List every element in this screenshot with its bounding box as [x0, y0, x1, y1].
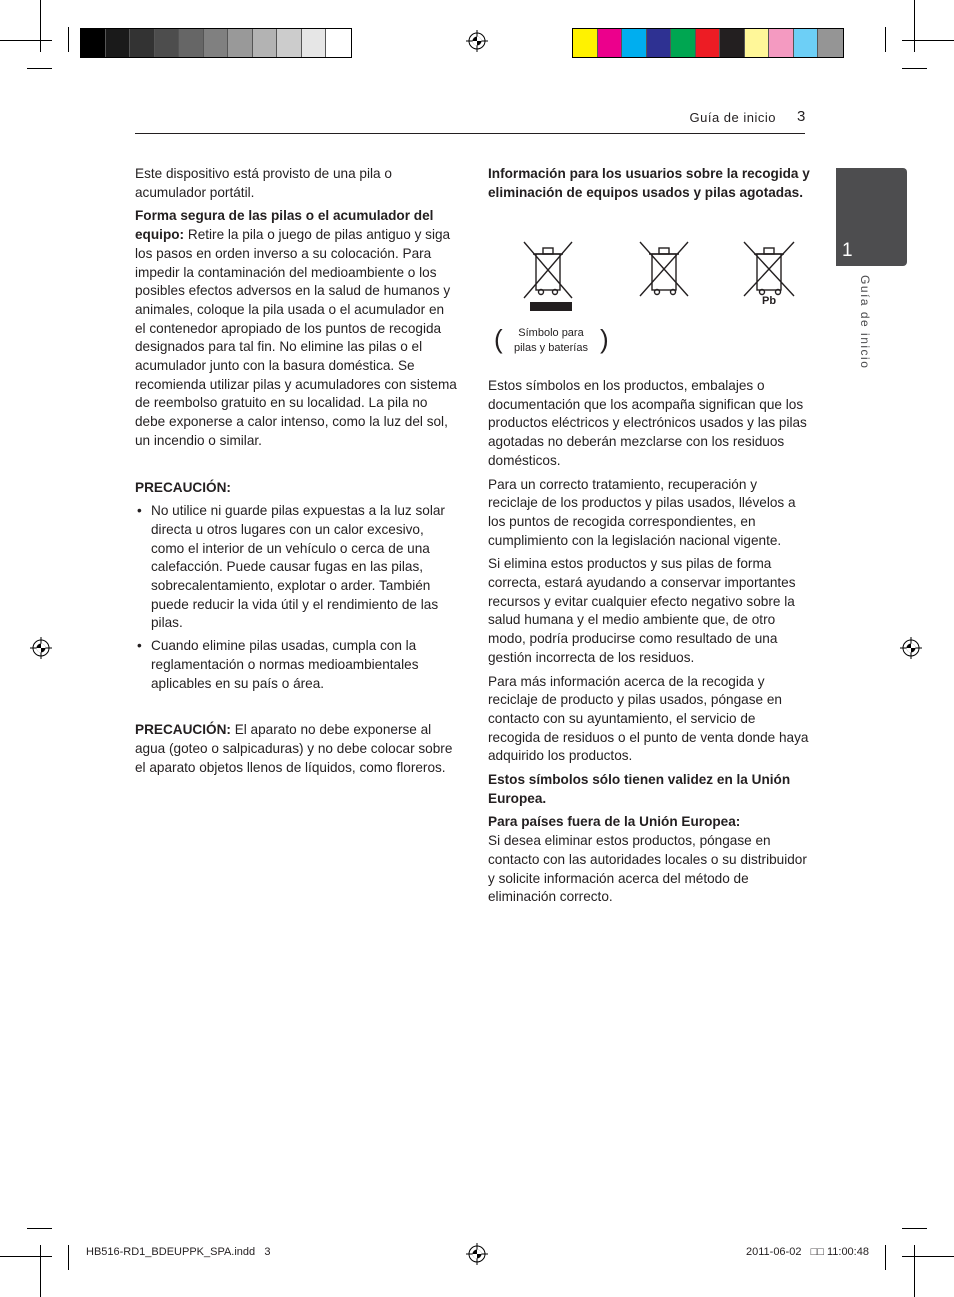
safe-removal-text: Retire la pila o juego de pilas antiguo y siga los pasos en orden inverso a su colocación. Para impedir la contaminación del medioambiente o los posibles efectos adversos en la salud de humanos y animales, coloque la pila usada o el acumulador en el contenedor apropiado de los puntos de recogida designados para tal fin. No elimine las pilas o el acumulador junto con la basura doméstica. Se recomienda utilizar pilas y acumuladores con sistema de reembolso gratuito en su localidad. La pila no debe exponerse a calor intenso, como la luz del sol, un incendio o similar.	[135, 227, 457, 448]
crop-mark	[0, 1256, 52, 1257]
page-number: 3	[797, 108, 806, 125]
color-swatch	[81, 29, 106, 57]
symbol-caption: Símbolo para pilas y baterías	[514, 327, 588, 354]
color-swatch	[277, 29, 302, 57]
crop-mark	[902, 40, 954, 41]
crop-mark	[885, 1245, 886, 1270]
crop-mark	[902, 1228, 927, 1229]
pb-label: Pb	[762, 295, 777, 307]
crop-mark	[27, 1228, 52, 1229]
section-title: Guía de inicio	[689, 110, 776, 125]
color-swatch	[326, 29, 351, 57]
registration-mark-icon	[466, 30, 488, 52]
eu-note: Estos símbolos sólo tienen validez en la Unión Europea.	[488, 772, 791, 806]
body-paragraph: Si elimina estos productos y sus pilas de forma correcta, estará ayudando a conservar importantes recursos y evitar cualquier efecto negativo sobre la salud humana y el medio ambiente que, de otro modo, podría producirse como resultado de una gestión incorrecta de los residuos.	[488, 556, 796, 665]
header-rule	[135, 133, 805, 134]
crop-mark	[40, 0, 41, 52]
color-swatch	[155, 29, 180, 57]
crop-mark	[902, 68, 927, 69]
caution2-heading: PRECAUCIÓN:	[135, 722, 231, 738]
color-swatch	[598, 29, 623, 57]
crossed-bin-bar-icon	[522, 238, 574, 314]
registration-mark-icon	[466, 1243, 488, 1265]
chapter-side-label: Guía de inicio	[858, 275, 872, 370]
crop-mark	[68, 27, 69, 52]
body-paragraph: Para un correcto tratamiento, recuperación y reciclaje de los productos y pilas usados, llévelos a los puntos de recogida correspondientes, en cumplimiento con la legislación nacional vigente.	[488, 476, 796, 548]
color-swatch	[696, 29, 721, 57]
list-item	[135, 637, 457, 693]
color-swatch	[647, 29, 672, 57]
safe-removal-paragraph	[135, 207, 457, 450]
caution-heading-text: PRECAUCIÓN:	[135, 479, 231, 495]
caution2-text: El aparato no debe exponerse al agua (goteo o salpicaduras) y no debe colocar sobre el aparato objetos llenos de líquidos, como floreros.	[135, 722, 453, 775]
caution-item-text: Cuando elimine pilas usadas, cumpla con la reglamentación o normas medioambientales aplicables en su país o área.	[151, 638, 419, 691]
color-swatch	[622, 29, 647, 57]
bullet-icon: •	[137, 503, 142, 519]
crop-mark	[885, 27, 886, 52]
crop-mark	[0, 40, 52, 41]
chapter-number: 1	[842, 240, 853, 261]
intro-paragraph: Este dispositivo está provisto de una pila o acumulador portátil.	[135, 166, 392, 200]
body-paragraph: Para más información acerca de la recogida y reciclaje de producto y pilas usados, póngase en contacto con su ayuntamiento, el servicio de recogida de residuos o el punto de venta donde haya adquirido los productos.	[488, 673, 809, 764]
gray-color-bar	[80, 28, 352, 58]
crop-mark	[914, 0, 915, 52]
color-swatch	[253, 29, 278, 57]
color-swatch	[228, 29, 253, 57]
crossed-bin-battery-icon	[742, 240, 796, 298]
caution2-paragraph	[135, 721, 457, 777]
left-column	[135, 165, 457, 782]
right-bracket-icon: )	[600, 324, 609, 354]
non-eu-paragraph	[488, 813, 810, 832]
left-bracket-icon: (	[494, 324, 503, 354]
color-swatch	[720, 29, 745, 57]
crop-mark	[40, 1245, 41, 1297]
crop-mark	[27, 68, 52, 69]
registration-mark-icon	[900, 637, 922, 659]
color-swatch	[671, 29, 696, 57]
non-eu-heading: Para países fuera de la Unión Europea:	[488, 814, 741, 830]
list-item	[135, 502, 457, 633]
non-eu-text: Si desea eliminar estos productos, póngase en contacto con las autoridades locales o su distribuidor y solicite información acerca del método de eliminación correcto.	[488, 833, 807, 905]
crop-mark	[68, 1245, 69, 1270]
color-swatch	[302, 29, 327, 57]
color-swatch	[745, 29, 770, 57]
color-swatch	[573, 29, 598, 57]
color-swatch	[818, 29, 843, 57]
safe-removal-heading: Forma segura de las pilas o el acumulador del equipo:	[135, 208, 434, 243]
crop-mark	[902, 1256, 954, 1257]
body-paragraph: Estos símbolos en los productos, embalajes o documentación que los acompaña significan que los productos eléctricos y electrónicos usados y las pilas agotadas no deberán mezclarse con los residuos domésticos.	[488, 378, 807, 468]
bullet-icon: •	[137, 638, 142, 654]
crop-mark	[914, 1245, 915, 1297]
color-swatch	[794, 29, 819, 57]
caution-heading	[135, 479, 457, 498]
color-swatch	[204, 29, 229, 57]
right-column-heading-block	[488, 165, 810, 207]
caution-item-text: No utilice ni guarde pilas expuestas a la luz solar directa u otros lugares con un calor excesivo, como el interior de un vehículo o cerca de una calefacción. Puede causar fugas en las pilas, sobrecalentamiento, explotar o arder. También puede reducir la vida útil y el rendimiento de las pilas.	[151, 503, 445, 631]
color-swatch	[106, 29, 131, 57]
color-swatch	[179, 29, 204, 57]
footer-file-info: HB516-RD1_BDEUPPK_SPA.indd 3	[86, 1246, 271, 1258]
crossed-bin-icon	[638, 240, 690, 298]
registration-mark-icon	[30, 637, 52, 659]
footer-timestamp: 2011-06-02 □□ 11:00:48	[746, 1246, 869, 1258]
disposal-heading: Información para los usuarios sobre la recogida y eliminación de equipos usados y pilas agotadas.	[488, 166, 810, 200]
cmyk-color-bar	[572, 28, 844, 58]
right-column	[488, 377, 810, 912]
color-swatch	[769, 29, 794, 57]
color-swatch	[130, 29, 155, 57]
